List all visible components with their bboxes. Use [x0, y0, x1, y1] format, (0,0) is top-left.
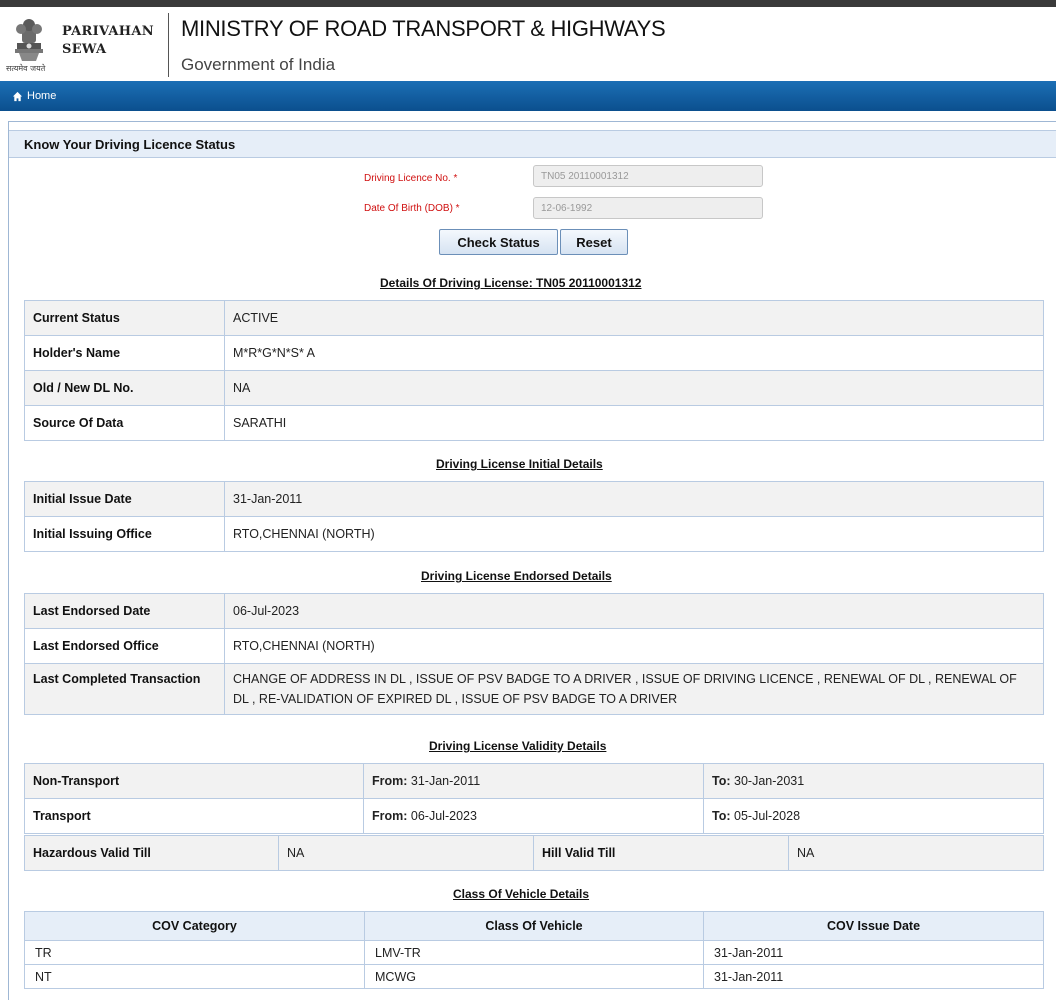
validity-section-title: Driving License Validity Details	[429, 739, 607, 753]
table-row	[25, 941, 1044, 965]
hazardous-value: NA	[279, 836, 534, 871]
brand-line-1: PARIVAHAN	[62, 24, 154, 39]
to-label: To:	[712, 809, 731, 823]
row-label: Holder's Name	[25, 336, 225, 371]
validity-type: Transport	[25, 799, 364, 834]
table-row	[25, 371, 1044, 406]
dl-number-input[interactable]	[533, 165, 763, 187]
cov-table	[24, 911, 1044, 989]
to-value: 30-Jan-2031	[734, 774, 805, 788]
validity-type: Non-Transport	[25, 764, 364, 799]
initial-section-title: Driving License Initial Details	[436, 457, 603, 471]
row-label: Last Endorsed Office	[25, 629, 225, 664]
table-row	[25, 594, 1044, 629]
table-row	[25, 764, 1044, 799]
check-status-button[interactable]: Check Status	[439, 229, 558, 255]
initial-table	[24, 481, 1044, 552]
panel-header	[9, 130, 1056, 158]
row-value: RTO,CHENNAI (NORTH)	[225, 517, 1044, 552]
cov-class: MCWG	[365, 965, 704, 989]
government-subtitle: Government of India	[181, 55, 336, 74]
row-value: 31-Jan-2011	[225, 482, 1044, 517]
home-link[interactable]	[12, 90, 56, 102]
row-label: Initial Issue Date	[25, 482, 225, 517]
emblem-caption: सत्यमेव जयते	[6, 64, 46, 73]
table-row	[25, 482, 1044, 517]
validity-from-cell	[364, 764, 704, 799]
reset-button[interactable]: Reset	[560, 229, 628, 255]
row-value: SARATHI	[225, 406, 1044, 441]
browser-top-strip	[0, 0, 1056, 7]
cov-class: LMV-TR	[365, 941, 704, 965]
table-row	[25, 301, 1044, 336]
details-section-title: Details Of Driving License: TN05 20110001312	[380, 276, 642, 290]
to-label: To:	[712, 774, 731, 788]
table-row	[25, 836, 1044, 871]
dob-input[interactable]	[533, 197, 763, 219]
row-label: Current Status	[25, 301, 225, 336]
validity-table	[24, 763, 1044, 834]
cov-header-row	[25, 912, 1044, 941]
brand-line-2: SEWA	[62, 42, 107, 57]
brand-name[interactable]	[62, 23, 154, 59]
hazard-hill-table	[24, 835, 1044, 871]
row-label: Source Of Data	[25, 406, 225, 441]
cov-section-title: Class Of Vehicle Details	[453, 887, 590, 901]
table-row	[25, 629, 1044, 664]
nav-bar	[0, 81, 1056, 111]
from-value: 31-Jan-2011	[410, 774, 481, 788]
row-label: Last Completed Transaction	[25, 664, 225, 715]
validity-to-cell	[704, 799, 1044, 834]
cov-header: Class Of Vehicle	[365, 912, 704, 941]
table-row	[25, 965, 1044, 989]
endorsed-section-title: Driving License Endorsed Details	[421, 569, 612, 583]
table-row	[25, 517, 1044, 552]
home-label: Home	[27, 90, 57, 102]
from-value: 06-Jul-2023	[410, 809, 477, 823]
national-emblem-icon	[9, 17, 49, 69]
table-row	[25, 799, 1044, 834]
row-label: Old / New DL No.	[25, 371, 225, 406]
hill-value: NA	[789, 836, 1044, 871]
cov-category: TR	[25, 941, 365, 965]
site-header	[0, 7, 1056, 81]
row-value: RTO,CHENNAI (NORTH)	[225, 629, 1044, 664]
validity-from-cell	[364, 799, 704, 834]
cov-header: COV Category	[25, 912, 365, 941]
from-label: From:	[372, 774, 408, 788]
table-row	[25, 664, 1044, 715]
row-value: CHANGE OF ADDRESS IN DL , ISSUE OF PSV BADGE TO A DRIVER , ISSUE OF DRIVING LICENCE , RENEWAL OF DL , RENEWAL OF DL , RE-VALIDATION OF EXPIRED DL , ISSUE OF PSV BADGE TO A DRIVER	[225, 664, 1044, 715]
panel-title: Know Your Driving Licence Status	[24, 137, 236, 152]
cov-issue-date: 31-Jan-2011	[704, 965, 1044, 989]
from-label: From:	[372, 809, 408, 823]
row-value: 06-Jul-2023	[225, 594, 1044, 629]
endorsed-table	[24, 593, 1044, 715]
cov-header: COV Issue Date	[704, 912, 1044, 941]
cov-category: NT	[25, 965, 365, 989]
row-value: NA	[225, 371, 1044, 406]
home-icon	[12, 91, 23, 102]
dl-status-panel	[8, 121, 1056, 1000]
row-value: M*R*G*N*S* A	[225, 336, 1044, 371]
dl-number-label: Driving Licence No. *	[364, 173, 458, 184]
ministry-title: MINISTRY OF ROAD TRANSPORT & HIGHWAYS	[181, 16, 666, 41]
row-label: Last Endorsed Date	[25, 594, 225, 629]
row-label: Initial Issuing Office	[25, 517, 225, 552]
table-row	[25, 336, 1044, 371]
dob-label: Date Of Birth (DOB) *	[364, 203, 460, 214]
table-row	[25, 406, 1044, 441]
to-value: 05-Jul-2028	[734, 809, 801, 823]
details-table	[24, 300, 1044, 441]
row-value: ACTIVE	[225, 301, 1044, 336]
validity-to-cell	[704, 764, 1044, 799]
header-divider	[168, 13, 169, 77]
hazardous-label: Hazardous Valid Till	[25, 836, 279, 871]
cov-issue-date: 31-Jan-2011	[704, 941, 1044, 965]
hill-label: Hill Valid Till	[534, 836, 789, 871]
